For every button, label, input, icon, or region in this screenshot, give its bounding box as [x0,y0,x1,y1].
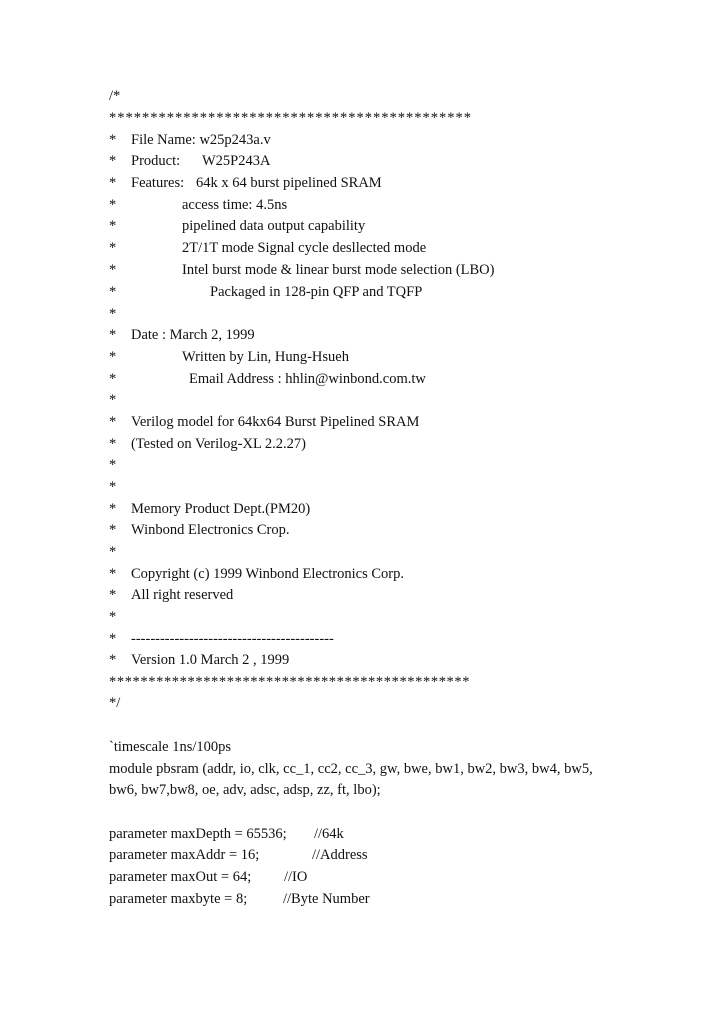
feature-line: 2T/1T mode Signal cycle desllected mode [182,240,427,256]
star-marker: * [109,132,117,148]
product-label: Product: [131,153,181,169]
module-line: module pbsram (addr, io, clk, cc_1, cc2, cc_3, gw, bwe, bw1, bw2, bw3, bw4, bw5, [109,761,593,777]
features-value: 64k x 64 burst pipelined SRAM [196,175,382,191]
star-marker: * [109,631,117,647]
header-line [109,500,310,518]
copyright: Copyright (c) 1999 Winbond Electronics Corp. [131,566,404,582]
star-marker: * [109,371,117,387]
header-line [109,435,306,453]
timescale-line: `timescale 1ns/100ps [109,739,232,755]
star-marker: * [109,587,117,603]
module-line: bw6, bw7,bw8, oe, adv, adsc, adsp, zz, ft, lbo); [109,782,381,798]
date: Date : March 2, 1999 [131,327,255,343]
star-marker: * [109,327,117,343]
param-line [109,890,370,908]
header-line [109,651,289,669]
version: Version 1.0 March 2 , 1999 [131,652,290,668]
feature-line: pipelined data output capability [182,218,366,234]
star-marker: * [109,349,117,365]
star-marker: * [109,414,117,430]
feature-line: access time: 4.5ns [182,197,288,213]
model-description: Verilog model for 64kx64 Burst Pipelined SRAM [131,414,420,430]
param-comment: //64k [314,826,344,842]
header-line [109,239,426,257]
features-label: Features: [131,175,185,191]
star-marker: * [109,306,117,322]
rights: All right reserved [131,587,234,603]
param-decl: parameter maxDepth = 65536; [109,826,287,842]
header-line [109,131,271,149]
star-marker: * [109,175,117,191]
tested-on: (Tested on Verilog-XL 2.2.27) [131,436,306,452]
product-value: W25P243A [202,153,271,169]
star-marker: * [109,457,117,473]
header-line [109,630,334,648]
dash-rule: ------------------------------------------ [131,631,334,647]
star-marker: * [109,652,117,668]
feature-line: Intel burst mode & linear burst mode selection (LBO) [182,262,495,278]
star-rule: ******************************************** [109,110,472,126]
param-decl: parameter maxbyte = 8; [109,891,248,907]
star-marker: * [109,262,117,278]
written-by: Written by Lin, Hung-Hsueh [182,349,349,365]
star-marker: * [109,566,117,582]
comment-open: /* [109,88,121,104]
param-line [109,868,307,886]
header-line [109,586,233,604]
header-line [109,152,270,170]
star-marker: * [109,501,117,517]
header-line [109,261,494,279]
department: Memory Product Dept.(PM20) [131,501,311,517]
param-decl: parameter maxAddr = 16; [109,847,260,863]
header-line [109,370,426,388]
email: Email Address : hhlin@winbond.com.tw [189,371,426,387]
param-comment: //Byte Number [283,891,370,907]
star-marker: * [109,153,117,169]
header-line [109,521,289,539]
header-line [109,565,404,583]
header-line [109,348,349,366]
header-line [109,196,287,214]
param-line [109,825,344,843]
header-line [109,283,422,301]
star-marker: * [109,609,117,625]
star-marker: * [109,218,117,234]
header-line [109,413,419,431]
header-line [109,326,255,344]
header-line [109,217,365,235]
param-comment: //IO [284,869,308,885]
star-marker: * [109,544,117,560]
star-marker: * [109,522,117,538]
company: Winbond Electronics Crop. [131,522,290,538]
star-marker: * [109,479,117,495]
star-marker: * [109,240,117,256]
param-decl: parameter maxOut = 64; [109,869,252,885]
feature-line: Packaged in 128-pin QFP and TQFP [210,284,423,300]
file-name: File Name: w25p243a.v [131,132,271,148]
star-marker: * [109,284,117,300]
param-line [109,846,368,864]
param-comment: //Address [312,847,368,863]
header-line [109,174,382,192]
star-marker: * [109,436,117,452]
star-marker: * [109,197,117,213]
comment-close: */ [109,695,121,711]
star-rule-end: ********************************************** [109,674,471,690]
star-marker: * [109,392,117,408]
